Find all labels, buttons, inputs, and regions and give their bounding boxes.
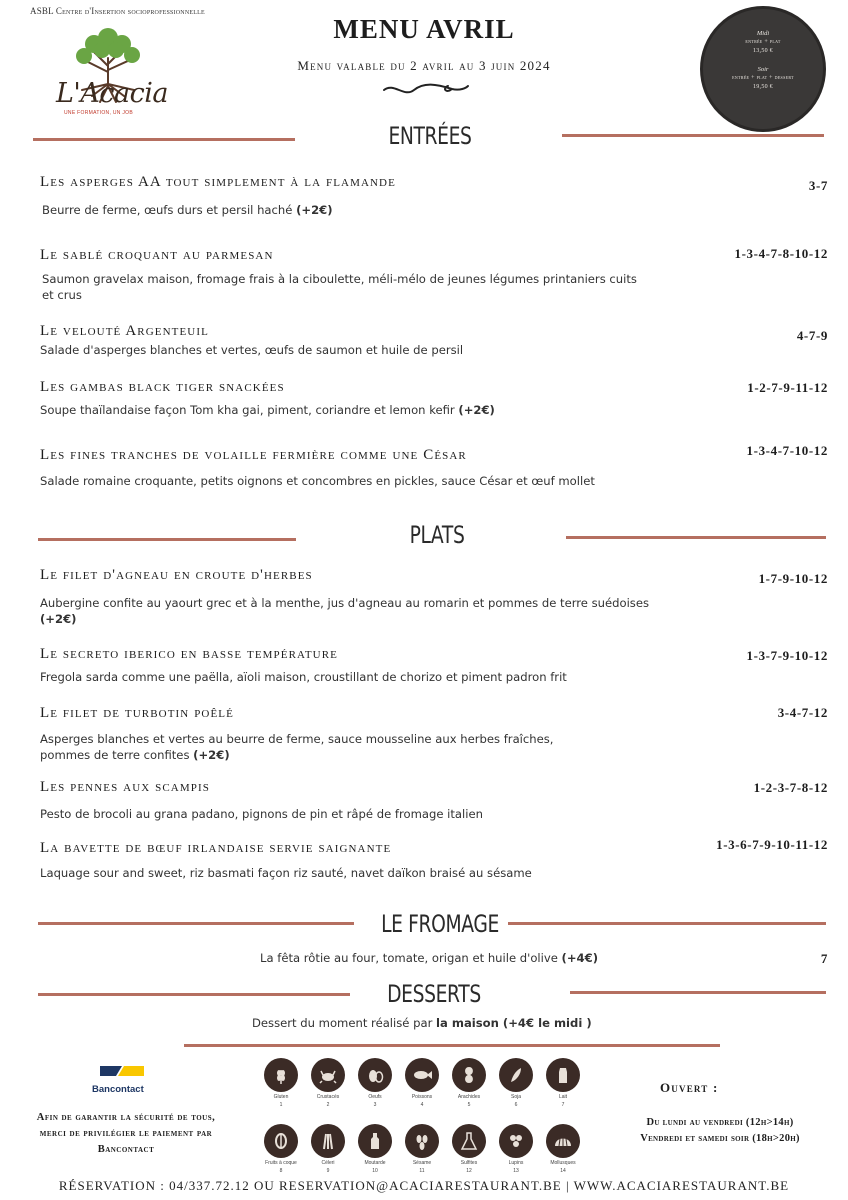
allergen-legend-number: 14 [560,1168,566,1174]
divider [38,922,354,925]
allergen-codes: 1-2-7-9-11-12 [747,380,828,395]
allergen-legend-number: 8 [279,1168,283,1174]
soy-icon [499,1058,533,1092]
section-title-fromage: LE FROMAGE [381,910,499,938]
allergen-codes: 3-7 [808,178,828,193]
midi-desc: entrée + plat [745,39,781,45]
allergen-legend-label: Céleri [321,1160,335,1166]
midi-label: Midi [756,30,770,37]
menu-item-name: Le sablé croquant au parmesan [40,247,274,263]
celery-icon [311,1124,345,1158]
supplement: (+4€ le midi ) [498,1016,592,1030]
allergen-legend-item [399,1124,445,1174]
menu-item-name: Les fines tranches de volaille fermière comme une César [40,447,467,463]
peanut-icon [452,1058,486,1092]
allergen-legend-number: 13 [513,1168,519,1174]
allergen-legend-number: 10 [372,1168,378,1174]
section-title-desserts: DESSERTS [387,980,481,1008]
allergen-codes: 4-7-9 [796,328,828,343]
menu-item-desc: Saumon gravelax maison, fromage frais à la ciboulette, méli-mélo de jeunes légumes printaniers cuits et crus [42,272,637,302]
logo-wordmark: L'Acacia [56,78,168,109]
allergen-legend-label: Mollusques [550,1160,576,1166]
sulfite-icon [452,1124,486,1158]
shell-icon [546,1124,580,1158]
supplement: (+2€) [458,403,495,417]
menu-item-name: Les gambas black tiger snackées [40,379,285,395]
dessert-desc: Dessert du moment réalisé par la maison (+4€ le midi ) [252,1016,592,1030]
allergen-legend-label: Lupins [508,1160,524,1166]
allergen-codes: 1-2-3-7-8-12 [753,780,828,795]
allergen-legend-label: Sésame [412,1160,432,1166]
logo-tagline: UNE FORMATION, UN JOB [64,110,133,116]
milk-icon [546,1058,580,1092]
allergen-legend-item [352,1124,398,1174]
menu-item-name: Les pennes aux scampis [40,779,210,795]
allergen-legend-number: 9 [326,1168,330,1174]
menu-item-name: La bavette de bœuf irlandaise servie saignante [40,840,392,856]
allergen-legend-number: 4 [420,1102,424,1108]
allergen-legend-item [540,1124,586,1174]
bancontact-label: Bancontact [92,1084,144,1095]
allergen-legend-label: Soja [510,1094,521,1100]
allergen-legend-item [305,1124,351,1174]
allergen-codes: 3-4-7-12 [777,705,828,720]
price-badge [700,6,826,132]
divider [33,138,295,141]
nut-icon [264,1124,298,1158]
allergen-legend-number: 3 [373,1102,377,1108]
mustard-icon [358,1124,392,1158]
allergen-legend-number: 5 [467,1102,471,1108]
midi-price: 13,50 € [752,48,774,54]
menu-item-desc: Aubergine confite au yaourt grec et à la menthe, jus d'agneau au romarin et pommes de terre suédoises (+2€) [40,596,650,626]
allergen-legend-label: Fruits à coque [265,1160,297,1166]
allergen-legend-item [493,1058,539,1108]
sesame-icon [405,1124,439,1158]
reservation-info: RÉSERVATION : 04/337.72.12 OU RESERVATION@ACACIARESTAURANT.BE | WWW.ACACIARESTAURANT.BE [58,1178,790,1193]
allergen-legend-item [352,1058,398,1108]
allergen-legend-label: Oeufs [368,1094,382,1100]
allergen-legend-number: 7 [561,1102,565,1108]
soir-label: Soir [757,66,769,73]
opening-hours-weekday: Du lundi au vendredi (12h>14h) [646,1117,794,1128]
allergen-codes: 1-3-4-7-10-12 [746,443,828,458]
supplement: (+2€) [296,203,333,217]
menu-item-desc: Asperges blanches et vertes au beurre de ferme, sauce mousseline aux herbes fraîches, pommes de terre confites (+2€) [40,732,554,762]
section-title-plats: PLATS [409,521,465,549]
allergen-legend-label: Sulfites [460,1160,478,1166]
allergen-codes: 7 [820,951,828,966]
wheat-icon [264,1058,298,1092]
allergen-codes: 1-3-7-9-10-12 [746,648,828,663]
divider [184,1044,720,1047]
allergen-legend-item [258,1124,304,1174]
allergen-legend-item [493,1124,539,1174]
divider [38,538,296,541]
menu-item-desc: Pesto de brocoli au grana padano, pignons de pin et râpé de fromage italien [40,807,483,821]
allergen-legend-item [446,1124,492,1174]
allergen-legend-number: 1 [279,1102,283,1108]
page-title: MENU AVRIL [333,14,515,44]
divider [562,134,824,137]
soir-price: 19,50 € [752,84,774,90]
menu-validity: Menu valable du 2 avril au 3 juin 2024 [297,58,551,73]
allergen-legend-label: Crustacés [316,1094,340,1100]
allergen-legend-number: 2 [326,1102,330,1108]
allergen-codes: 1-3-6-7-9-10-11-12 [716,837,828,852]
fish-icon [405,1058,439,1092]
allergen-legend-item [258,1058,304,1108]
allergen-legend-number: 12 [466,1168,472,1174]
menu-item-name: Le filet d'agneau en croute d'herbes [40,567,313,583]
allergen-legend-number: 6 [514,1102,518,1108]
divider [566,536,826,539]
allergen-legend-label: Lait [558,1094,568,1100]
section-title-entrees: ENTRÉES [388,122,472,150]
menu-item-name: Le secreto iberico en basse température [40,646,338,662]
dessert-maison: la maison [436,1016,499,1030]
payment-notice: Afin de garantir la sécurité de tous, merci de privilégier le paiement par Bancontact [36,1112,216,1155]
egg-icon [358,1058,392,1092]
allergen-legend-label: Poissons [411,1094,433,1100]
crab-icon [311,1058,345,1092]
supplement: (+4€) [561,951,598,965]
allergen-legend-label: Gluten [273,1094,289,1100]
allergen-legend-item [305,1058,351,1108]
allergen-legend-label: Moutarde [364,1160,386,1166]
allergen-legend-number: 11 [419,1168,425,1174]
allergen-legend-item [446,1058,492,1108]
divider [570,991,826,994]
organization-label: ASBL Centre d'Insertion socioprofessionnelle [30,6,205,16]
divider [38,993,350,996]
menu-item-desc: Beurre de ferme, œufs durs et persil haché (+2€) [42,203,333,217]
menu-item-desc: Salade romaine croquante, petits oignons et concombres en pickles, sauce César et œuf mollet [40,474,595,488]
opening-title: Ouvert : [660,1080,719,1095]
allergen-legend-label: Arachides [457,1094,481,1100]
allergen-legend-item [540,1058,586,1108]
flourish-ornament-icon [380,78,470,100]
allergen-legend-item [399,1058,445,1108]
menu-item-desc: Salade d'asperges blanches et vertes, œufs de saumon et huile de persil [40,343,464,357]
menu-item-name: Le filet de turbotin poêlé [40,705,234,721]
lupin-icon [499,1124,533,1158]
menu-item-desc: Laquage sour and sweet, riz basmati façon riz sauté, navet daïkon braisé au sésame [40,866,532,880]
menu-item-name: Les asperges AA tout simplement à la flamande [40,174,396,190]
allergen-codes: 1-7-9-10-12 [758,571,828,586]
divider [508,922,826,925]
menu-item-desc: Soupe thaïlandaise façon Tom kha gai, piment, coriandre et lemon kefir (+2€) [40,403,495,417]
supplement: (+2€) [193,748,230,762]
fromage-desc: La fêta rôtie au four, tomate, origan et huile d'olive (+4€) [260,951,598,965]
supplement: (+2€) [40,612,77,626]
menu-item-name: Le velouté Argenteuil [40,323,209,339]
allergen-codes: 1-3-4-7-8-10-12 [734,246,828,261]
opening-hours-evening: Vendredi et samedi soir (18h>20h) [640,1133,800,1144]
soir-desc: entrée + plat + dessert [732,75,794,81]
menu-item-desc: Fregola sarda comme une paëlla, aïoli maison, croustillant de chorizo et piment padron frit [40,670,567,684]
